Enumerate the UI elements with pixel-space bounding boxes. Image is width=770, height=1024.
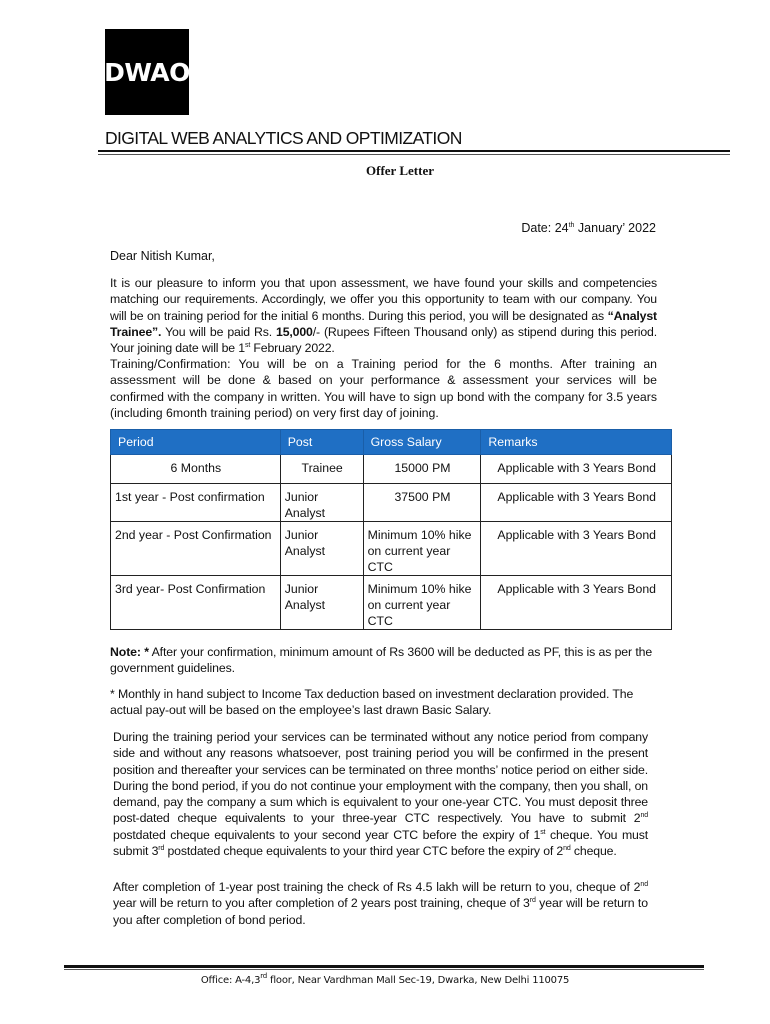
cell-post: Junior Analyst [280, 484, 363, 522]
pf-note: Note: * After your confirmation, minimum amount of Rs 3600 will be deducted as PF, this is as per the government guidelines. [110, 645, 653, 676]
cheque-return-paragraph: After completion of 1-year post training the check of Rs 4.5 lakh will be return to you, cheque of 2nd year will be return to you after completion of 2 years post training, cheque of 3rd year will be return to you after completion of bond period. [113, 880, 648, 927]
table-row [111, 484, 672, 522]
company-name: DIGITAL WEB ANALYTICS AND OPTIMIZATION [105, 128, 462, 148]
table-header-row [111, 430, 672, 455]
cell-post: Junior Analyst [280, 576, 363, 630]
header-remarks: Remarks [481, 430, 672, 455]
cell-salary: 15000 PM [363, 455, 481, 484]
salary-table [110, 429, 672, 630]
office-address: Office: A-4,3rd floor, Near Vardhman Mall Sec-19, Dwarka, New Delhi 110075 [200, 972, 570, 986]
cell-period: 2nd year - Post Confirmation [111, 522, 281, 576]
table-row [111, 522, 672, 576]
stipend-amount: 15,000 [276, 324, 313, 339]
termination-paragraph: During the training period your services can be terminated without any notice period from company side and without any reasons whatsoever, post training period you will be confirmed in the present position and thereafter your services can be terminated on three months’ notice period on either side. During the bond period, if you do not continue your employment with the company, then you shall, on demand, pay the company a sum which is equivalent to your one-year CTC. You must deposit three post-dated cheque equivalents to your three-year CTC respectively. You have to submit 2nd postdated cheque equivalents to your second year CTC before the expiry of 1st cheque. You must submit 3rd postdated cheque equivalents to your third year CTC before the expiry of 2nd cheque. [113, 730, 648, 859]
company-logo [105, 29, 189, 115]
cell-salary: Minimum 10% hike on current year CTC [363, 576, 481, 630]
cell-remarks: Applicable with 3 Years Bond [481, 484, 672, 522]
footer-divider [64, 965, 704, 968]
cell-post: Trainee [280, 455, 363, 484]
cell-remarks: Applicable with 3 Years Bond [481, 455, 672, 484]
header-period: Period [111, 430, 281, 455]
header-post: Post [280, 430, 363, 455]
cell-period: 6 Months [111, 455, 281, 484]
note-label: Note: * [110, 645, 149, 659]
salutation: Dear Nitish Kumar, [110, 249, 215, 263]
logo-text: DWAO [104, 57, 190, 87]
letter-date: Date: 24th January’ 2022 [521, 221, 656, 235]
training-paragraph: Training/Confirmation: You will be on a Training period for the 6 months. After training an assessment will be done & based on your performance & assessment your services will be confirmed with the company in written. You will have to sign up bond with the company for 3.5 years (including 6month training period) on very first day of joining. [110, 357, 657, 420]
cell-remarks: Applicable with 3 Years Bond [481, 522, 672, 576]
table-row [111, 576, 672, 630]
cell-period: 1st year - Post confirmation [111, 484, 281, 522]
tax-note: * Monthly in hand subject to Income Tax deduction based on investment declaration provided. The actual pay-out will be based on the employee’s last drawn Basic Salary. [110, 687, 634, 718]
designation: “Analyst Trainee”. [110, 308, 657, 339]
cell-period: 3rd year- Post Confirmation [111, 576, 281, 630]
cell-salary: 37500 PM [363, 484, 481, 522]
header-divider [98, 150, 730, 152]
cell-post: Junior Analyst [280, 522, 363, 576]
header-gross-salary: Gross Salary [363, 430, 481, 455]
cell-salary: Minimum 10% hike on current year CTC [363, 522, 481, 576]
cell-remarks: Applicable with 3 Years Bond [481, 576, 672, 630]
offer-paragraph: It is our pleasure to inform you that upon assessment, we have found your skills and competencies matching our requirements. Accordingly, we offer you this opportunity to team with our company. You will be on training period for the initial 6 months. During this period, you will be designated as “Analyst Trainee”. You will be paid Rs. 15,000/- (Rupees Fifteen Thousand only) as stipend during this period. Your joining date will be 1st February 2022. [110, 276, 657, 356]
document-title: Offer Letter [366, 163, 434, 178]
table-row [111, 455, 672, 484]
